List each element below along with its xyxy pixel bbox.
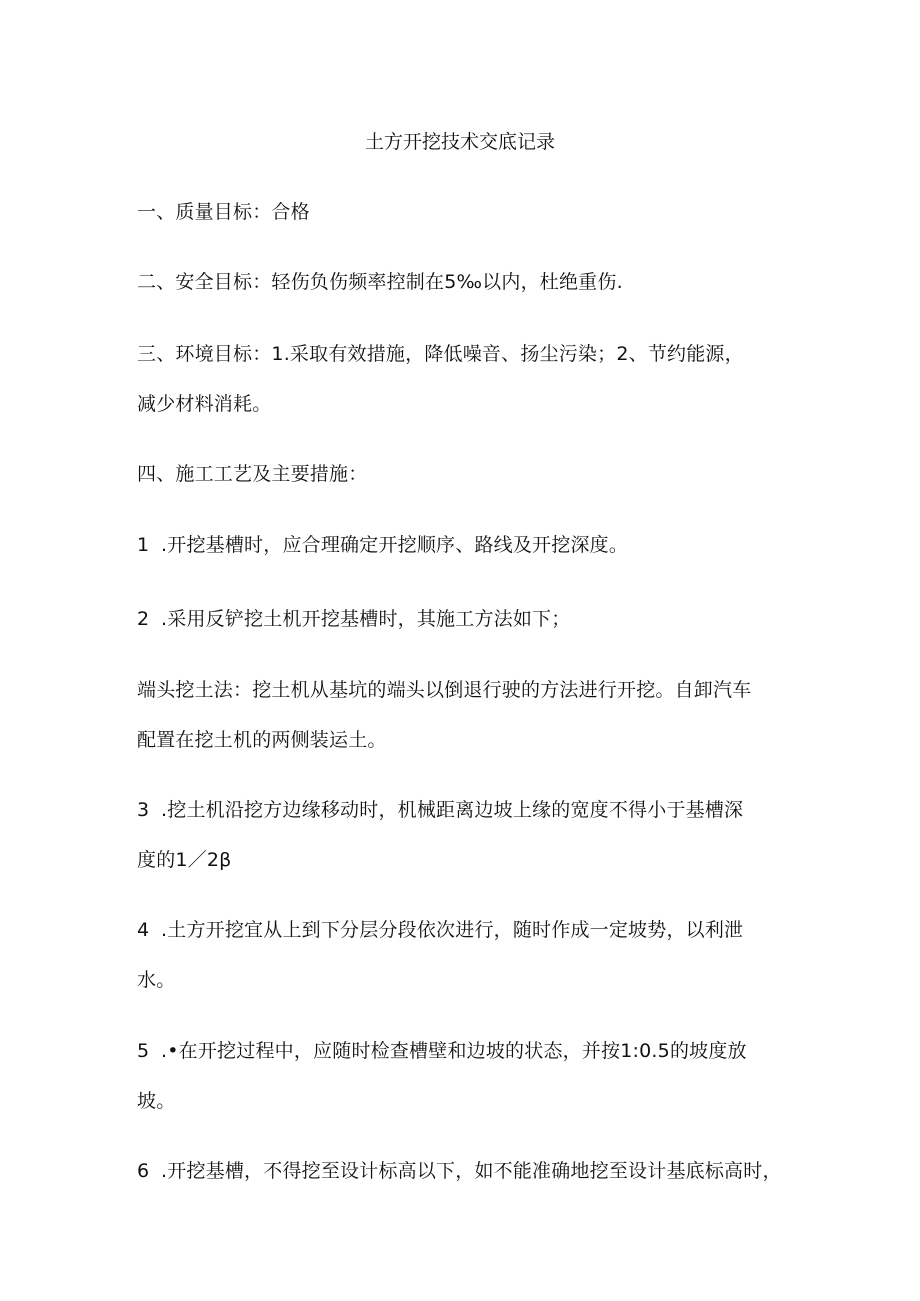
list-item xyxy=(137,916,743,944)
item-text: .•在开挖过程中，应随时检查槽壁和边坡的状态，并按1:0.5的坡度放 xyxy=(161,1040,747,1062)
section-four-heading: 四、施工工艺及主要措施： xyxy=(137,463,368,485)
item-text: .开挖基槽，不得挖至设计标高以下，如不能准确地挖至设计基底标高时， xyxy=(161,1160,782,1182)
document-title: 土方开挖技术交底记录 xyxy=(364,131,555,153)
end-digging-method-cont: 配置在挖土机的两侧装运土。 xyxy=(137,729,387,751)
item-number: 2 xyxy=(137,608,150,630)
environment-target: 三、环境目标：1.采取有效措施，降低噪音、扬尘污染；2、节约能源， xyxy=(137,343,744,365)
item-number: 5 xyxy=(137,1040,150,1062)
end-digging-method: 端头挖土法：挖土机从基坑的端头以倒退行驶的方法进行开挖。自卸汽车 xyxy=(137,679,752,701)
list-item-cont: 水。 xyxy=(137,969,176,991)
list-item xyxy=(137,1037,747,1065)
list-item xyxy=(137,531,628,559)
list-item-cont: 度的1／2β xyxy=(137,849,232,871)
item-text: .采用反铲挖土机开挖基槽时，其施工方法如下； xyxy=(161,608,571,630)
quality-target: 一、质量目标：合格 xyxy=(137,201,310,223)
list-item xyxy=(137,605,570,633)
environment-target-cont: 减少材料消耗。 xyxy=(137,393,272,415)
item-number: 6 xyxy=(137,1160,150,1182)
list-item xyxy=(137,1157,782,1185)
item-text: .开挖基槽时，应合理确定开挖顺序、路线及开挖深度。 xyxy=(161,534,629,556)
list-item-cont: 坡。 xyxy=(137,1090,176,1112)
item-text: .土方开挖宜从上到下分层分段依次进行，随时作成一定坡势，以利泄 xyxy=(161,919,744,941)
item-number: 3 xyxy=(137,799,150,821)
item-number: 1 xyxy=(137,534,150,556)
item-number: 4 xyxy=(137,919,150,941)
item-text: .挖土机沿挖方边缘移动时，机械距离边坡上缘的宽度不得小于基槽深 xyxy=(161,799,744,821)
safety-target: 二、安全目标：轻伤负伤频率控制在5‰以内，杜绝重伤. xyxy=(137,271,623,293)
list-item xyxy=(137,796,743,824)
